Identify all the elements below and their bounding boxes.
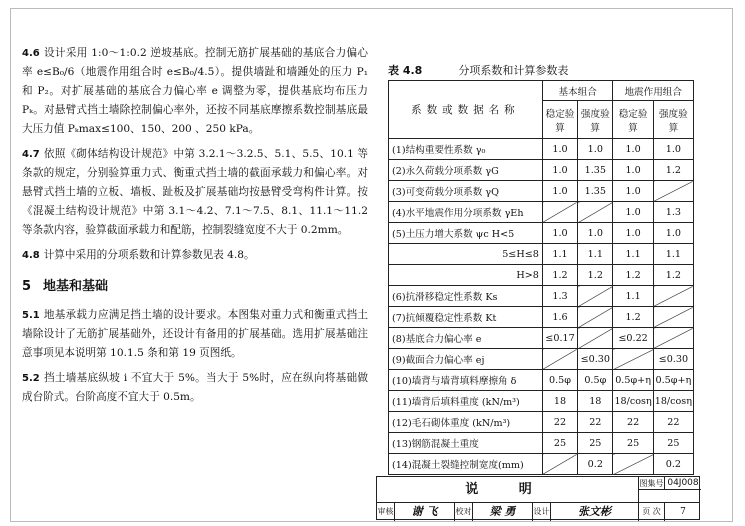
row-value: 0.5φ+η: [613, 370, 653, 391]
clause-text: 设计采用 1:0～1:0.2 逆坡基底。控制无筋扩展基础的基底合力偏心率 e≤B₀/6（地震作用组合时 e≤B₀/4.5）。提供墙趾和墙踵处的压力 P₁ 和 P₂。对扩展基础的基底合力偏心率 e 调整为零，提供基底均布压力 Pₖ。对悬臂式挡土墙除控制偏心率外，还按不同基底摩擦系数控制基底最大压力值 Pₖmax≤100、150、200 、250 kPa。: [22, 47, 368, 135]
row-value: 1.0: [542, 139, 577, 160]
table-row: [389, 223, 694, 244]
paragraph-5-2: [22, 369, 368, 407]
row-value: 1.0: [542, 223, 577, 244]
row-value: [653, 181, 693, 202]
row-value: [613, 349, 653, 370]
row-label: (11)墙背后填料重度 (kN/m³): [389, 391, 543, 412]
row-label: (2)永久荷载分项系数 γG: [389, 160, 543, 181]
section-number: 5: [22, 279, 32, 294]
clause-number: 4.6: [22, 48, 40, 59]
table-row: [389, 160, 694, 181]
row-value: [542, 454, 577, 475]
row-label: (1)结构重要性系数 γ₀: [389, 139, 543, 160]
row-value: 1.2: [653, 265, 693, 286]
clause-text: 依照《砌体结构设计规范》中第 3.2.1～3.2.5、5.1、5.5、10.1 等条款的规定，分别验算重力式、衡重式挡土墙的截面承载力和偏心率。对悬臂式挡土墙的立板、墙板、趾板及扩展基础均按悬臂受弯构件计算。按《混凝土结构设计规范》中第 3.1～4.2、7.1～7.5、8.1、11.1～11.2 等条款内容，验算截面承载力和配筋，控制裂缝宽度不大于 0.2mm。: [22, 148, 368, 236]
paragraph-4-6: [22, 44, 368, 139]
clause-number: 4.7: [22, 149, 40, 160]
row-label: H>8: [389, 265, 543, 286]
row-value: 1.2: [653, 160, 693, 181]
check-label: 校对: [455, 503, 473, 521]
clause-number: 5.2: [22, 373, 40, 384]
table-row: [389, 265, 694, 286]
row-value: 18: [542, 391, 577, 412]
clause-text: 计算中采用的分项系数和计算参数见表 4.8。: [43, 249, 255, 261]
page-number: 7: [680, 507, 686, 517]
table-row: [389, 307, 694, 328]
row-value: 1.3: [653, 202, 693, 223]
row-label: (10)墙背与墙背填料摩擦角 δ: [389, 370, 543, 391]
row-value: 1.0: [613, 181, 653, 202]
row-value: 18/cosη: [653, 391, 693, 412]
table-row: [389, 202, 694, 223]
row-value: 1.0: [542, 181, 577, 202]
table-body: [389, 139, 694, 475]
row-value: ≤0.17: [542, 328, 577, 349]
row-value: 1.0: [578, 139, 613, 160]
row-value: [653, 328, 693, 349]
atlas-label: 图集号: [639, 479, 664, 488]
paragraph-5-1: [22, 306, 368, 363]
row-value: 22: [653, 412, 693, 433]
row-value: 18: [578, 391, 613, 412]
table-row: [389, 286, 694, 307]
row-value: [653, 286, 693, 307]
clause-number: 4.8: [22, 250, 40, 261]
row-label: (4)水平地震作用分项系数 γEh: [389, 202, 543, 223]
row-value: 1.0: [653, 139, 693, 160]
row-value: 1.0: [653, 223, 693, 244]
row-value: 0.2: [578, 454, 613, 475]
header-seismic: 地震作用组合: [613, 81, 694, 101]
row-label: (9)截面合力偏心率 ej: [389, 349, 543, 370]
row-value: [578, 202, 613, 223]
table-number: 表 4.8: [388, 64, 423, 77]
row-value: [653, 307, 693, 328]
row-value: 22: [613, 412, 653, 433]
table-row: [389, 370, 694, 391]
table-caption: [388, 62, 693, 78]
row-label: (3)可变荷载分项系数 γQ: [389, 181, 543, 202]
table-row: [389, 349, 694, 370]
table-row: [389, 328, 694, 349]
row-value: [578, 328, 613, 349]
row-value: 1.0: [613, 202, 653, 223]
row-label: (7)抗倾覆稳定性系数 Kt: [389, 307, 543, 328]
row-value: 1.0: [613, 223, 653, 244]
section-title: 地基和基础: [43, 279, 109, 294]
row-value: 1.0: [542, 160, 577, 181]
row-label: (5)土压力增大系数 ψc H<5: [389, 223, 543, 244]
table-row: [389, 244, 694, 265]
row-value: 1.6: [542, 307, 577, 328]
row-value: 1.35: [578, 181, 613, 202]
row-label: (13)钢筋混凝土重度: [389, 433, 543, 454]
row-value: 1.2: [613, 307, 653, 328]
paragraph-4-7: [22, 145, 368, 240]
row-value: 1.2: [613, 265, 653, 286]
left-column: [22, 44, 368, 413]
page-label: 页 次: [639, 503, 665, 521]
row-value: 1.2: [578, 265, 613, 286]
clause-text: 挡土墙基底纵坡 i 不宜大于 5%。当大于 5%时，应在纵向将基础做成台阶式。台阶高度不宜大于 0.5m。: [22, 372, 368, 403]
row-value: 1.3: [542, 286, 577, 307]
row-label: (12)毛石砌体重度 (kN/m³): [389, 412, 543, 433]
row-value: 22: [578, 412, 613, 433]
design-label: 设计: [533, 503, 551, 521]
row-value: ≤0.30: [578, 349, 613, 370]
row-value: [613, 454, 653, 475]
row-value: 25: [542, 433, 577, 454]
row-value: 1.35: [578, 160, 613, 181]
table-row: [389, 412, 694, 433]
row-value: 1.0: [613, 160, 653, 181]
row-value: 18/cosη: [613, 391, 653, 412]
reviewer-name: 谢 飞: [395, 503, 455, 521]
header-stability-seismic: 稳定验算: [613, 101, 653, 139]
row-value: 1.1: [613, 286, 653, 307]
clause-number: 5.1: [22, 310, 40, 321]
row-value: 0.2: [653, 454, 693, 475]
parameter-table: [388, 80, 694, 475]
clause-text: 地基承载力应满足挡土墙的设计要求。本图集对重力式和衡重式挡土墙除设计了无筋扩展基础外，还设计有备用的扩展基础。选用扩展基础注意事项见本说明第 10.1.5 条和第 19 页图纸。: [22, 309, 368, 359]
designer-name: 张文彬: [551, 503, 639, 521]
row-value: 22: [542, 412, 577, 433]
row-value: 0.5φ: [542, 370, 577, 391]
row-label: (14)混凝土裂缝控制宽度(mm): [389, 454, 543, 475]
row-value: 1.0: [578, 223, 613, 244]
row-value: 25: [613, 433, 653, 454]
paragraph-4-8: [22, 246, 368, 265]
header-stability-basic: 稳定验算: [542, 101, 577, 139]
table-row: [389, 454, 694, 475]
row-label: 5≤H≤8: [389, 244, 543, 265]
row-value: 1.1: [542, 244, 577, 265]
table-row: [389, 433, 694, 454]
row-value: [578, 286, 613, 307]
row-label: (6)抗滑移稳定性系数 Ks: [389, 286, 543, 307]
row-label: (8)基底合力偏心率 e: [389, 328, 543, 349]
table-row: [389, 391, 694, 412]
table-row: [389, 181, 694, 202]
table-title: 分项系数和计算参数表: [458, 64, 569, 77]
header-name: 系数或数据名称: [389, 81, 543, 139]
row-value: 1.1: [613, 244, 653, 265]
row-value: [542, 349, 577, 370]
table-row: [389, 139, 694, 160]
row-value: 25: [653, 433, 693, 454]
row-value: 25: [578, 433, 613, 454]
row-value: ≤0.22: [613, 328, 653, 349]
drawing-title: 说 明: [377, 477, 639, 503]
checker-name: 梁 勇: [473, 503, 533, 521]
row-value: 0.5φ: [578, 370, 613, 391]
review-label: 审核: [377, 503, 395, 521]
row-value: 1.1: [653, 244, 693, 265]
row-value: 0.5φ+η: [653, 370, 693, 391]
section-heading: [22, 277, 368, 296]
atlas-number: 04J008: [665, 477, 701, 490]
header-strength-seismic: 强度验算: [653, 101, 693, 139]
title-block: [376, 476, 700, 520]
row-value: 1.2: [542, 265, 577, 286]
header-basic: 基本组合: [542, 81, 613, 101]
row-value: [578, 307, 613, 328]
header-strength-basic: 强度验算: [578, 101, 613, 139]
row-value: 1.1: [578, 244, 613, 265]
row-value: 1.0: [613, 139, 653, 160]
row-value: ≤0.30: [653, 349, 693, 370]
row-value: [542, 202, 577, 223]
